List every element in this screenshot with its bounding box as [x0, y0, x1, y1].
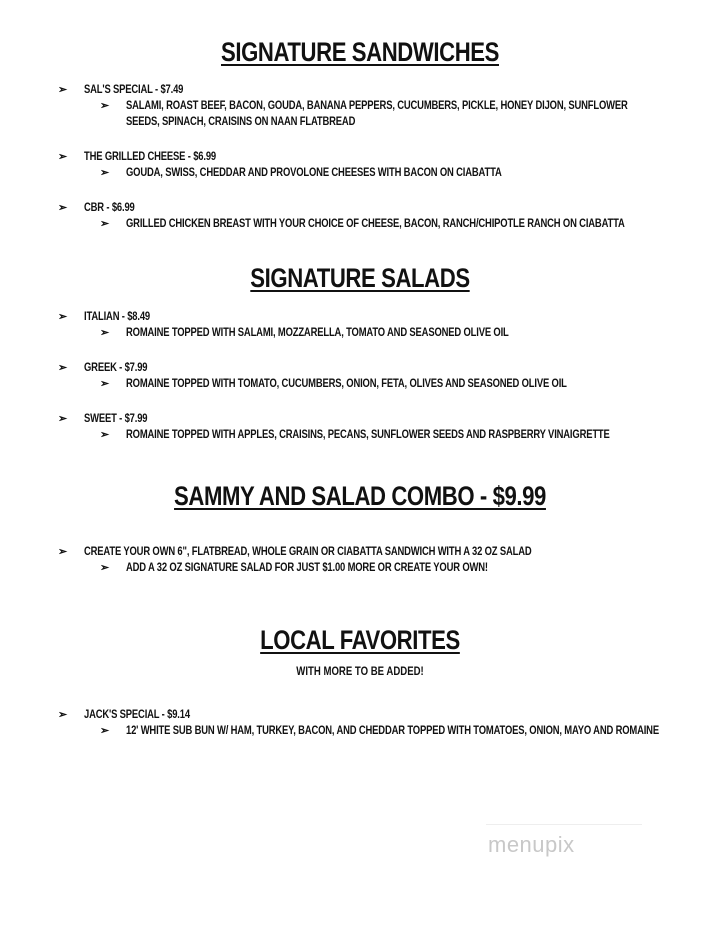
sandwiches-heading: SIGNATURE SANDWICHES [220, 37, 499, 67]
arrow-bullet-icon: ➢ [58, 546, 68, 558]
combo-heading: SAMMY AND SALAD COMBO - $9.99 [174, 481, 546, 511]
item-title: GREEK - $7.99 [84, 362, 148, 374]
arrow-bullet-icon: ➢ [100, 562, 110, 574]
arrow-bullet-icon: ➢ [58, 709, 68, 721]
arrow-bullet-icon: ➢ [58, 151, 68, 163]
item-description: GRILLED CHICKEN BREAST WITH YOUR CHOICE OF CHEESE, BACON, RANCH/CHIPOTLE RANCH ON CIABATTA [126, 218, 625, 230]
item-description: ADD A 32 OZ SIGNATURE SALAD FOR JUST $1.00 MORE OR CREATE YOUR OWN! [126, 562, 488, 574]
item-title: JACK'S SPECIAL - $9.14 [84, 709, 190, 721]
item-description: SALAMI, ROAST BEEF, BACON, GOUDA, BANANA PEPPERS, CUCUMBERS, PICKLE, HONEY DIJON, SUNFLOWER SEEDS, SPINACH, CRAISINS ON NAAN FLATBREAD [126, 100, 628, 128]
item-title: CBR - $6.99 [84, 202, 135, 214]
arrow-bullet-icon: ➢ [100, 218, 110, 230]
menu-item-italian [58, 309, 658, 341]
item-title: ITALIAN - $8.49 [84, 311, 151, 323]
menu-item-sweet [58, 411, 658, 443]
menu-item-combo [58, 544, 658, 576]
watermark-divider [486, 824, 642, 825]
arrow-bullet-icon: ➢ [58, 311, 68, 323]
item-description: ROMAINE TOPPED WITH TOMATO, CUCUMBERS, ONION, FETA, OLIVES AND SEASONED OLIVE OIL [126, 378, 567, 390]
item-description: ROMAINE TOPPED WITH APPLES, CRAISINS, PECANS, SUNFLOWER SEEDS AND RASPBERRY VINAIGRETTE [126, 429, 610, 441]
menu-item-grilled-cheese [58, 149, 658, 181]
arrow-bullet-icon: ➢ [100, 167, 110, 179]
item-title: THE GRILLED CHEESE - $6.99 [84, 151, 216, 163]
arrow-bullet-icon: ➢ [100, 429, 110, 441]
menu-item-cbr [58, 200, 658, 232]
arrow-bullet-icon: ➢ [58, 202, 68, 214]
arrow-bullet-icon: ➢ [58, 362, 68, 374]
menu-item-jacks-special [58, 707, 658, 739]
item-title: SAL'S SPECIAL - $7.49 [84, 84, 184, 96]
arrow-bullet-icon: ➢ [100, 100, 110, 112]
item-description: 12' WHITE SUB BUN W/ HAM, TURKEY, BACON, AND CHEDDAR TOPPED WITH TOMATOES, ONION, MAYO AND ROMAINE [126, 725, 659, 737]
item-description: GOUDA, SWISS, CHEDDAR AND PROVOLONE CHEESES WITH BACON ON CIABATTA [126, 167, 502, 179]
arrow-bullet-icon: ➢ [100, 378, 110, 390]
arrow-bullet-icon: ➢ [58, 413, 68, 425]
arrow-bullet-icon: ➢ [58, 84, 68, 96]
local-favorites-subtitle: WITH MORE TO BE ADDED! [296, 664, 424, 678]
menupix-watermark: menupix [488, 832, 575, 857]
item-description: ROMAINE TOPPED WITH SALAMI, MOZZARELLA, TOMATO AND SEASONED OLIVE OIL [126, 327, 509, 339]
arrow-bullet-icon: ➢ [100, 327, 110, 339]
arrow-bullet-icon: ➢ [100, 725, 110, 737]
item-title: CREATE YOUR OWN 6", FLATBREAD, WHOLE GRAIN OR CIABATTA SANDWICH WITH A 32 OZ SALAD [84, 546, 532, 558]
item-title: SWEET - $7.99 [84, 413, 148, 425]
menu-item-greek [58, 360, 658, 392]
local-favorites-heading: LOCAL FAVORITES [260, 625, 460, 655]
menu-item-sals-special [58, 82, 658, 130]
salads-heading: SIGNATURE SALADS [250, 263, 470, 293]
